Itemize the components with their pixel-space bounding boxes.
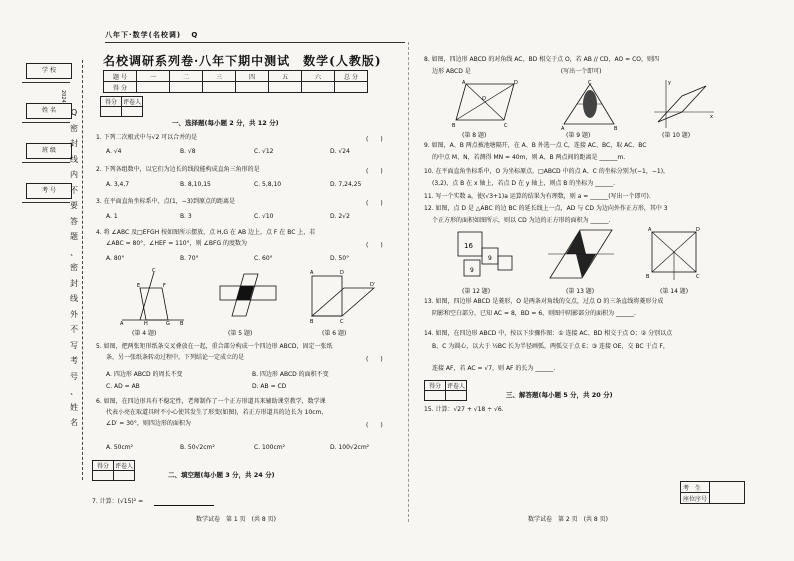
svg-text:C: C	[588, 80, 592, 86]
svg-text:C: C	[504, 123, 508, 128]
score-header-cell: 题 号	[104, 71, 137, 82]
grader-box-2	[92, 460, 135, 481]
svg-text:H: H	[144, 321, 148, 326]
header-rule	[105, 42, 405, 43]
figure-9	[560, 80, 620, 130]
svg-text:D: D	[340, 270, 344, 276]
question-13-line-2: 阴影和空白部分，已知 AC = 8，BD = 6，则图中阴影部分的面积为 ______.	[432, 310, 636, 317]
question-1-answer-paren[interactable]: ( )	[366, 136, 383, 143]
q1-option-a[interactable]: A. √4	[106, 148, 122, 155]
figure-6-caption: (第 6 题)	[322, 330, 347, 337]
year-text: 2024	[60, 90, 66, 103]
score-header-row	[104, 71, 368, 82]
seat-label: 座位序号	[681, 493, 710, 504]
q1-option-d[interactable]: D. √24	[330, 148, 350, 155]
grader-score-label: 得分	[425, 381, 446, 391]
question-14-line-3: 连接 AF，若 AC = √7，则 AF 的长为 ______.	[432, 365, 556, 372]
figure-14	[644, 226, 704, 284]
section-3-heading: 三、解答题(每小题 5 分，共 20 分)	[506, 391, 613, 399]
score-input-cell[interactable]	[269, 82, 302, 93]
score-row-label: 得 分	[104, 82, 137, 93]
seal-notice-char: 密	[70, 123, 78, 133]
name-label: 姓 名	[26, 103, 72, 119]
q3-option-b[interactable]: B. 3	[180, 213, 192, 220]
question-13-line-1: 13. 如图，四边形 ABCD 是菱形，O 是两条对角线的交点，过点 O 的三条直线将菱形分成	[424, 298, 664, 305]
figure-13	[546, 228, 616, 282]
svg-text:x: x	[710, 114, 713, 120]
question-15: 15. 计算：√27 + √18 ÷ √6.	[424, 406, 504, 413]
grader-score-cell[interactable]	[425, 391, 446, 401]
seal-notice-char: 、	[70, 247, 78, 257]
svg-text:C: C	[340, 319, 344, 324]
grader-name-label: 评卷人	[446, 381, 467, 391]
question-14-line-2: B、C 为圆心，以大于 ½BC 长为半径画弧，两弧交于点 E；③ 连接 OE，交 BC 于点 F，	[432, 343, 669, 350]
question-6-line-3: ∠D′ = 30°，则四边形的面积为	[106, 420, 191, 427]
score-header-cell: 五	[269, 71, 302, 82]
question-2-stem: 2. 下列各组数中，以它们为边长的线段能构成直角三角形的是	[96, 166, 260, 173]
question-12-line-2: 个正方形的面积如图所示，则以 CD 为边的正方形的面积为 ______.	[432, 217, 611, 224]
grader-box-3	[424, 380, 467, 401]
score-header-cell: 总 分	[335, 71, 368, 82]
score-value-row	[104, 82, 368, 93]
grader-name-cell[interactable]	[114, 471, 135, 481]
page-divider	[408, 42, 409, 522]
q6-option-c[interactable]: C. 100cm²	[254, 444, 286, 451]
header-label: 八年下·数学(名校调)	[105, 31, 182, 39]
figure-5-caption: (第 5 题)	[228, 330, 253, 337]
seal-notice-char: 考	[70, 356, 78, 365]
svg-text:O: O	[482, 96, 486, 102]
seal-notice-char: 要	[70, 201, 78, 210]
seal-line-notice	[70, 105, 78, 431]
question-1-stem: 1. 下列二次根式中与√2 可以合并的是	[96, 134, 198, 141]
grader-name-label: 评卷人	[114, 461, 135, 471]
score-table	[103, 70, 368, 93]
seal-notice-char: 答	[70, 216, 78, 226]
exam-number-line	[22, 202, 70, 203]
score-header-cell: 一	[137, 71, 170, 82]
grader-score-cell[interactable]	[93, 471, 114, 481]
question-9-line-1: 9. 如图，A、B 两点被池塘隔开，在 A、B 外选一点 C，连接 AC、BC，取 AC、BC	[424, 142, 647, 149]
question-10-line-1: 10. 在平面直角坐标系中，O 为坐标原点，□ABCD 中的点 A、C 的坐标分别为(−1，−1)，	[424, 168, 670, 175]
question-5-line-1: 5. 如图，把两张矩形纸条交叉叠放在一起，重合部分构成一个四边形 ABCD，固定一张纸	[96, 343, 333, 350]
seal-notice-char: 内	[70, 170, 78, 179]
q2-option-b[interactable]: B. 8,10,15	[180, 181, 211, 188]
score-header-cell: 六	[302, 71, 335, 82]
svg-text:D: D	[514, 80, 518, 86]
score-input-cell[interactable]	[203, 82, 236, 93]
figure-12-square-label: 9	[488, 255, 492, 262]
grader-score-cell[interactable]	[101, 107, 122, 117]
q5-option-a[interactable]: A. 四边形 ABCD 的周长不变	[106, 371, 183, 378]
svg-text:y: y	[668, 80, 671, 86]
svg-text:C: C	[696, 274, 700, 280]
score-header-cell: 二	[170, 71, 203, 82]
svg-text:A: A	[462, 80, 466, 86]
seal-notice-char: 姓	[70, 402, 78, 412]
q4-option-a[interactable]: A. 80°	[106, 255, 125, 262]
q6-option-a[interactable]: A. 50cm²	[106, 444, 133, 451]
score-input-cell[interactable]	[236, 82, 269, 93]
q5-option-d[interactable]: D. AB = CD	[252, 383, 287, 390]
question-3-answer-paren[interactable]: ( )	[366, 200, 383, 207]
footer-page-1: 数学试卷 第 1 页 (共 8 页)	[196, 516, 276, 523]
figure-12-square-label: 9	[470, 267, 474, 274]
question-6-line-2: 代表小亮在取道具时不小心使其发生了形变(如图)，若正方形道具的边长为 10cm，	[106, 409, 328, 416]
figure-4	[118, 268, 188, 326]
seal-notice-char: 名	[70, 418, 78, 427]
q1-option-c[interactable]: C. √12	[254, 148, 274, 155]
svg-text:A: A	[648, 227, 652, 233]
figure-14-caption: (第 14 题)	[660, 288, 689, 295]
question-10-line-2: (3,2)，点 B 在 x 轴上，若点 D 在 y 轴上，则点 B 的坐标为 ______.	[432, 180, 616, 187]
seal-notice-char: 不	[70, 325, 78, 334]
svg-text:C: C	[152, 268, 156, 274]
seal-notice-char: 题	[70, 232, 78, 241]
exam-number-label: 考 号	[26, 183, 72, 199]
score-input-cell[interactable]	[335, 82, 368, 93]
svg-text:F: F	[163, 283, 166, 289]
seal-notice-char: 封	[70, 278, 78, 288]
svg-text:D′: D′	[370, 282, 375, 288]
name-line	[22, 122, 70, 123]
q6-option-d[interactable]: D. 100√2cm²	[330, 444, 370, 451]
seat-number-box	[680, 481, 745, 504]
school-label: 学 校	[26, 63, 72, 79]
question-6-line-1: 6. 如图，在四边形具有不稳定性，老师制作了一个正方形道具来辅助课堂教学，数学课	[96, 398, 326, 405]
svg-text:D: D	[696, 227, 700, 233]
figure-6	[308, 268, 380, 324]
seal-notice-char: 不	[70, 185, 78, 195]
figure-13-caption: (第 13 题)	[566, 288, 595, 295]
figure-8	[450, 80, 520, 128]
figure-8-caption: (第 8 题)	[462, 132, 487, 139]
seal-notice-char: 写	[70, 340, 78, 350]
q5-option-b[interactable]: B. 四边形 ABCD 的面积不变	[252, 371, 329, 378]
q3-option-d[interactable]: D. 2√2	[330, 213, 350, 220]
school-line	[22, 82, 70, 83]
question-4-line-1: 4. 将 ∠ABC 及□EFGH 按如图所示摆放，点 H,G 在 AB 边上，点 F 在 BC 上，若	[96, 229, 316, 236]
q6-option-b[interactable]: B. 50√2cm²	[180, 444, 215, 451]
seal-notice-char: 线	[70, 294, 78, 303]
q5-option-c[interactable]: C. AD = AB	[106, 383, 140, 390]
q2-option-d[interactable]: D. 7,24,25	[330, 181, 362, 188]
figure-12-square-label: 16	[464, 242, 473, 250]
score-input-cell[interactable]	[137, 82, 170, 93]
svg-text:A: A	[310, 270, 314, 276]
class-line	[22, 162, 70, 163]
q2-option-a[interactable]: A. 3,4,7	[106, 181, 130, 188]
question-12-line-1: 12. 如图，点 D 是 △ABC 的边 BC 的延长线上一点，AD 与 CD 为边向外作正方形，其中 3	[424, 205, 668, 212]
svg-text:G: G	[166, 321, 170, 326]
q4-option-b[interactable]: B. 70°	[180, 255, 199, 262]
question-7: 7. 计算：(√15)² =	[92, 498, 144, 505]
class-label: 班 级	[26, 143, 72, 159]
grader-name-cell[interactable]	[122, 107, 143, 117]
section-2-heading: 二、填空题(每小题 3 分，共 24 分)	[168, 471, 275, 479]
grader-score-label: 得分	[101, 97, 122, 107]
q2-option-c[interactable]: C. 5,8,10	[254, 181, 282, 188]
question-8-line-2: 边形 ABCD 是 (写出一个即可)	[432, 68, 602, 75]
exam-title: 名校调研系列卷·八年下期中测试 数学(人教版)	[103, 54, 382, 68]
grader-name-label: 评卷人	[122, 97, 143, 107]
question-3-stem: 3. 在平面直角坐标系中，点(1，−3)到原点的距离是	[96, 198, 235, 205]
question-5-answer-paren[interactable]: ( )	[366, 356, 383, 363]
q3-option-c[interactable]: C. √10	[254, 213, 274, 220]
figure-5	[218, 272, 278, 318]
score-header-cell: 四	[236, 71, 269, 82]
seat-number-cell[interactable]	[710, 482, 745, 504]
question-9-line-2: 的中点 M、N，若测得 MN = 40m，则 A、B 两点间的距离是 ______m.	[432, 154, 626, 161]
grader-box-1	[100, 96, 143, 117]
seal-notice-char: 封	[70, 139, 78, 148]
question-14-line-1: 14. 如图，在四边形 ABCD 中，按以下步骤作图：① 连接 AC、BD 相交于点 O；② 分别以点	[424, 330, 673, 337]
question-4-answer-paren[interactable]: ( )	[366, 242, 383, 249]
svg-text:B: B	[614, 126, 618, 130]
seal-notice-char: 外	[70, 309, 78, 319]
q4-option-c[interactable]: C. 60°	[254, 255, 273, 262]
figure-10-caption: (第 10 题)	[662, 132, 691, 139]
svg-text:B: B	[310, 319, 314, 324]
q3-option-a[interactable]: A. 1	[106, 213, 118, 220]
question-6-answer-paren[interactable]: ( )	[366, 422, 383, 429]
figure-9-caption: (第 9 题)	[566, 132, 591, 139]
svg-text:B: B	[452, 123, 456, 128]
q4-option-d[interactable]: D. 50°	[330, 255, 350, 262]
svg-text:E: E	[137, 283, 141, 289]
header-q-mark: Q	[191, 31, 199, 39]
svg-text:A: A	[561, 126, 565, 130]
footer-page-2: 数学试卷 第 2 页 (共 8 页)	[528, 516, 608, 523]
page-header	[105, 30, 198, 40]
question-7-answer-line[interactable]	[154, 505, 214, 506]
figure-10	[652, 78, 716, 130]
svg-text:B: B	[646, 274, 650, 280]
question-4-line-2: ∠ABC = 80°，∠HEF = 110°，则 ∠BFG 的度数为	[106, 240, 247, 247]
figure-12-caption: (第 12 题)	[462, 288, 491, 295]
svg-text:B: B	[180, 321, 184, 326]
score-input-cell[interactable]	[302, 82, 335, 93]
q1-option-b[interactable]: B. √8	[180, 148, 196, 155]
svg-text:A: A	[120, 321, 124, 326]
question-11: 11. 写一个实数 a，使(√3+1)a 运算的结果为有理数，则 a = ______(写出一个即可).	[424, 193, 651, 200]
seal-dashed-line	[82, 60, 83, 480]
section-1-heading: 一、选择题(每小题 2 分，共 12 分)	[172, 119, 279, 127]
left-binding-strip	[22, 60, 80, 480]
examinee-label: 考 生	[681, 482, 710, 493]
seal-notice-char: 线	[70, 154, 78, 164]
question-8-line-1: 8. 如图，四边形 ABCD 的对角线 AC、BD 相交于点 O，若 AB // CD，AO = CO，则四	[424, 56, 660, 63]
figure-12	[450, 228, 516, 282]
score-header-cell: 三	[203, 71, 236, 82]
seal-notice-char: 、	[70, 387, 78, 396]
score-input-cell[interactable]	[170, 82, 203, 93]
grader-name-cell[interactable]	[446, 391, 467, 401]
question-5-line-2: 条，另一张纸条转动过程中，下列结论一定成立的是	[106, 354, 245, 361]
question-2-answer-paren[interactable]: ( )	[366, 168, 383, 175]
grader-score-label: 得分	[93, 461, 114, 471]
seal-notice-char: 密	[70, 263, 78, 272]
seal-notice-char: 号	[70, 371, 78, 381]
seal-notice-char: Q	[70, 108, 78, 117]
figure-4-caption: (第 4 题)	[132, 330, 157, 337]
